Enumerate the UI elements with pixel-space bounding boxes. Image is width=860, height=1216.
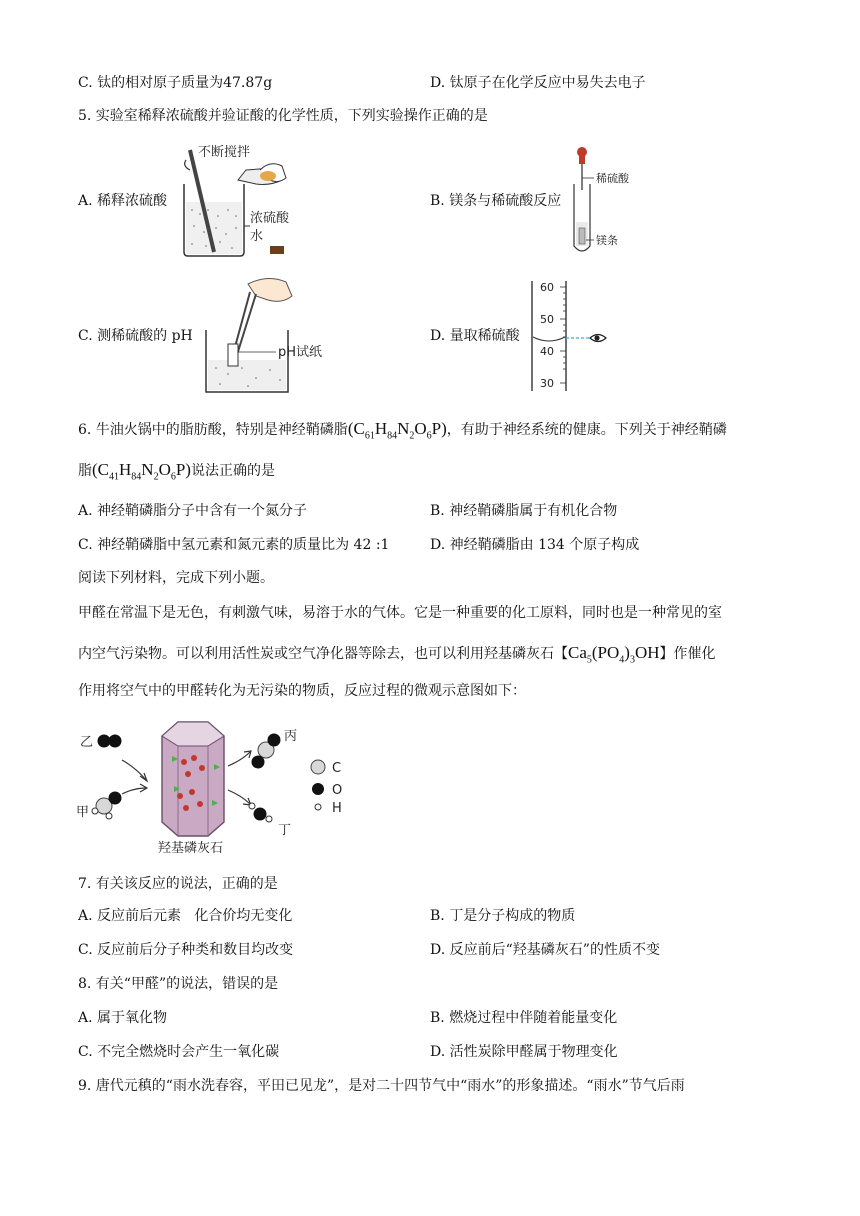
passage-intro: 阅读下列材料，完成下列小题。 [78,570,274,586]
q5-option-d: D. 量取稀硫酸 [430,328,520,344]
figure-dilute-acid [178,140,298,258]
q8-option-a: A. 属于氧化物 [78,1010,168,1026]
eye-icon [590,335,606,342]
tick-40: 40 [540,345,554,358]
passage-line1: 甲醛在常温下是无色，有刺激气味，易溶于水的气体。它是一种重要的化工原料，同时也是一种常见的室 [78,605,722,621]
q6-stem-line2: 脂$(C_{41}H_{84}N_2O_6P)$说法正确的是 [78,460,275,483]
q7-option-a: A. 反应前后元素 化合价均无变化 [78,908,293,924]
q6-stem-line1: 6. 牛油火锅中的脂肪酸，特别是神经鞘磷脂$(C_{61}H_{84}N_2O_6P)$，有助于神经系统的健康。下列关于神经鞘磷 [78,419,727,442]
formula-sphingomyelin-1: $(C_{61}H_{84}N_2O_6P)$ [347,419,447,442]
label-bing: 丙 [284,729,298,744]
legend-hydrogen: H [332,801,342,816]
tick-30: 30 [540,377,554,390]
label-conc-acid: 浓硫酸 [250,211,290,226]
q8-option-b: B. 燃烧过程中伴随着能量变化 [430,1010,618,1026]
q8-stem: 8. 有关“甲醛”的说法，错误的是 [78,976,279,992]
q7-option-d: D. 反应前后“羟基磷灰石”的性质不变 [430,942,660,958]
q8-option-d: D. 活性炭除甲醛属于物理变化 [430,1044,618,1060]
q6-option-b: B. 神经鞘磷脂属于有机化合物 [430,503,618,519]
label-ph-paper: pH试纸 [278,345,323,360]
legend-carbon: C [332,761,342,776]
reaction-diagram [74,716,364,856]
q7-stem: 7. 有关该反应的说法，正确的是 [78,876,278,892]
q5-option-a: A. 稀释浓硫酸 [78,193,168,209]
legend-oxygen: O [332,783,343,798]
label-dilute-acid: 稀硫酸 [596,172,629,185]
figure-ph-test [198,274,358,398]
passage-line2: 内空气污染物。可以利用活性炭或空气净化器等除去，也可以利用羟基磷灰石【$Ca_5(PO_4)_3OH$】作催化 [78,643,716,666]
label-water: 水 [250,229,264,244]
q8-option-c: C. 不完全燃烧时会产生一氧化碳 [78,1044,280,1060]
q5-stem: 5. 实验室稀释浓硫酸并验证酸的化学性质，下列实验操作正确的是 [78,108,488,124]
figure-mg-reaction [568,142,638,257]
label-mg: 镁条 [596,234,618,247]
q4-option-c: C. 钛的相对原子质量为47.87g [78,75,273,91]
tick-60: 60 [540,281,554,294]
q9-stem: 9. 唐代元稹的“雨水洗春容，平田已见龙”，是对二十四节气中“雨水”的形象描述。“雨水”节气后雨 [78,1078,685,1094]
formula-hydroxyapatite: $Ca_5(PO_4)_3OH$ [568,643,660,666]
q7-option-b: B. 丁是分子构成的物质 [430,908,576,924]
label-hydroxyapatite: 羟基磷灰石 [158,841,224,856]
q5-option-b: B. 镁条与稀硫酸反应 [430,193,562,209]
label-ding: 丁 [278,823,292,838]
label-yi: 乙 [80,735,94,750]
q5-option-c: C. 测稀硫酸的 pH [78,328,193,344]
q6-option-c: C. 神经鞘磷脂中氢元素和氮元素的质量比为 42 :1 [78,537,390,553]
figure-graduated-cylinder [526,279,616,393]
label-stir: 不断搅拌 [198,145,251,160]
label-jia: 甲 [76,805,90,820]
q6-option-a: A. 神经鞘磷脂分子中含有一个氮分子 [78,503,308,519]
formula-sphingomyelin-2: $(C_{41}H_{84}N_2O_6P)$ [92,460,191,483]
q7-option-c: C. 反应前后分子种类和数目均改变 [78,942,294,958]
q6-option-d: D. 神经鞘磷脂由 134 个原子构成 [430,537,640,553]
passage-line3: 作用将空气中的甲醛转化为无污染的物质，反应过程的微观示意图如下： [78,683,526,699]
tick-50: 50 [540,313,554,326]
q4-option-d: D. 钛原子在化学反应中易失去电子 [430,75,646,91]
